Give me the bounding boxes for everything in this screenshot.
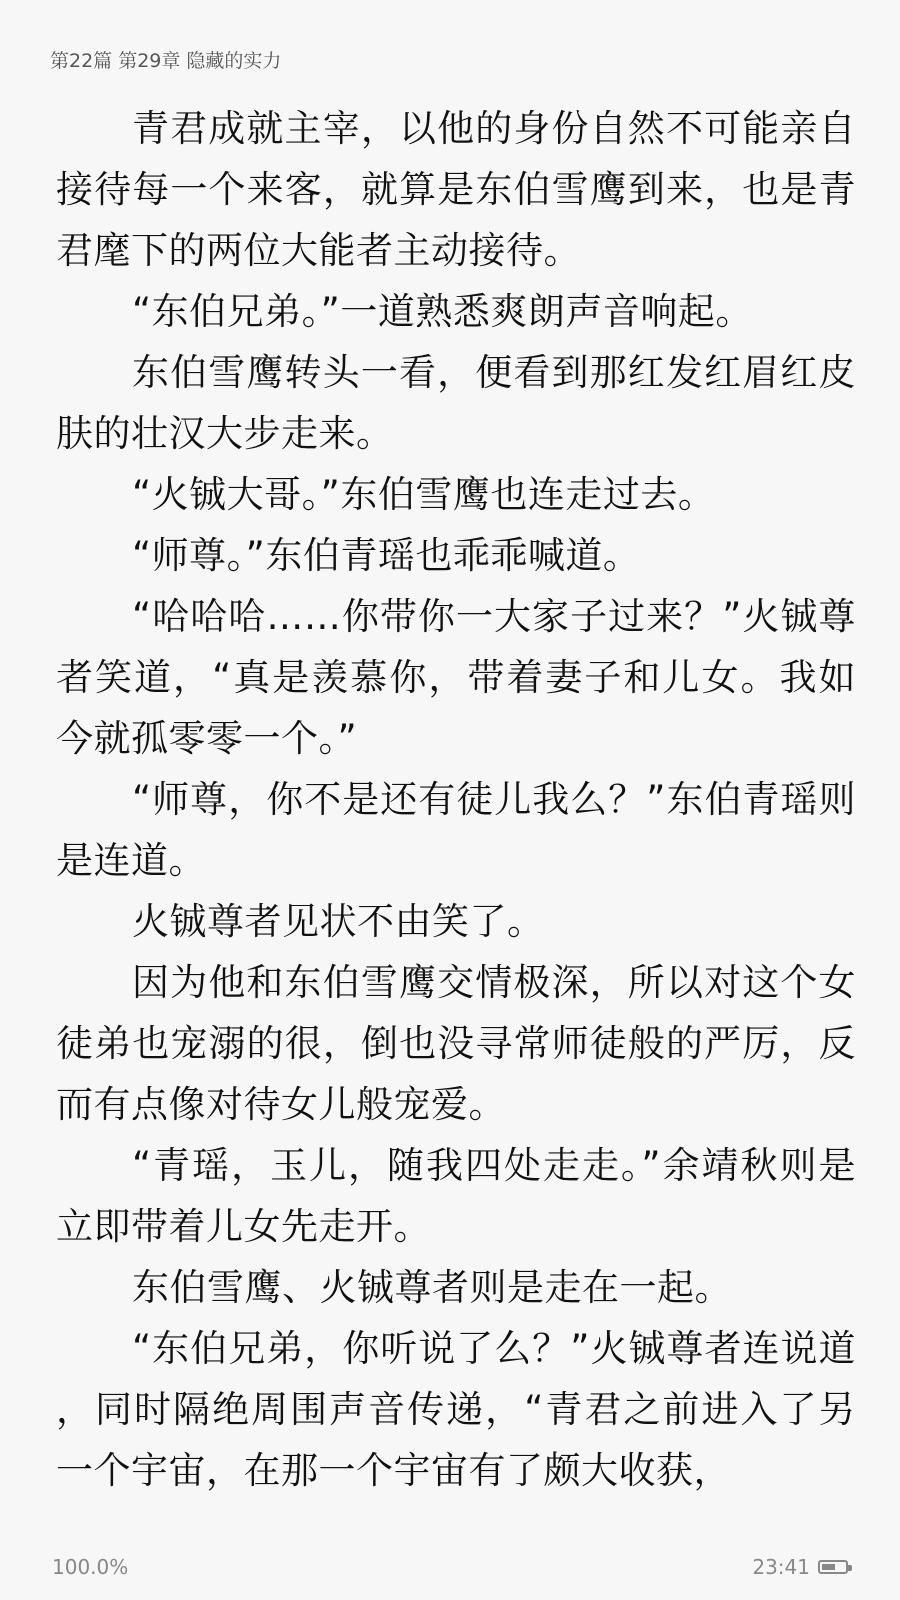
paragraph: “师尊，你不是还有徒儿我么？”东伯青瑶则是连道。 xyxy=(56,778,856,882)
paragraph: “东伯兄弟。”一道熟悉爽朗声音响起。 xyxy=(132,290,753,333)
paragraph: “师尊。”东伯青瑶也乖乖喊道。 xyxy=(132,534,641,577)
battery-charging-icon xyxy=(818,1560,848,1574)
reading-progress: 100.0% xyxy=(52,1555,129,1579)
paragraph: “哈哈哈……你带你一大家子过来？”火铖尊者笑道，“真是羡慕你，带着妻子和儿女。我如今就孤零零一个。” xyxy=(56,595,856,760)
paragraph: “火铖大哥。”东伯雪鹰也连走过去。 xyxy=(132,473,716,516)
reader-status-bar xyxy=(52,1555,848,1585)
paragraph: 东伯雪鹰、火铖尊者则是走在一起。 xyxy=(132,1266,732,1309)
paragraph: 东伯雪鹰转头一看，便看到那红发红眉红皮肤的壮汉大步走来。 xyxy=(56,351,856,455)
chapter-title: 第22篇 第29章 隐藏的实力 xyxy=(50,50,282,72)
battery-terminal xyxy=(848,1565,852,1571)
paragraph: 火铖尊者见状不由笑了。 xyxy=(132,900,545,943)
battery-level-fill xyxy=(822,1564,835,1570)
paragraph: 因为他和东伯雪鹰交情极深，所以对这个女徒弟也宠溺的很，倒也没寻常师徒般的严厉，反而有点像对待女儿般宠爱。 xyxy=(56,961,856,1126)
paragraph: “东伯兄弟，你听说了么？”火铖尊者连说道，同时隔绝周围声音传递，“青君之前进入了另一个宇宙，在那一个宇宙有了颇大收获， xyxy=(56,1327,856,1492)
paragraph: 青君成就主宰，以他的身份自然不可能亲自接待每一个来客，就算是东伯雪鹰到来，也是青君麾下的两位大能者主动接待。 xyxy=(56,107,856,272)
clock-time: 23:41 xyxy=(752,1555,810,1579)
status-right xyxy=(752,1555,848,1579)
chapter-content xyxy=(56,98,856,1501)
paragraph: “青瑶，玉儿，随我四处走走。”余靖秋则是立即带着儿女先走开。 xyxy=(56,1144,856,1248)
